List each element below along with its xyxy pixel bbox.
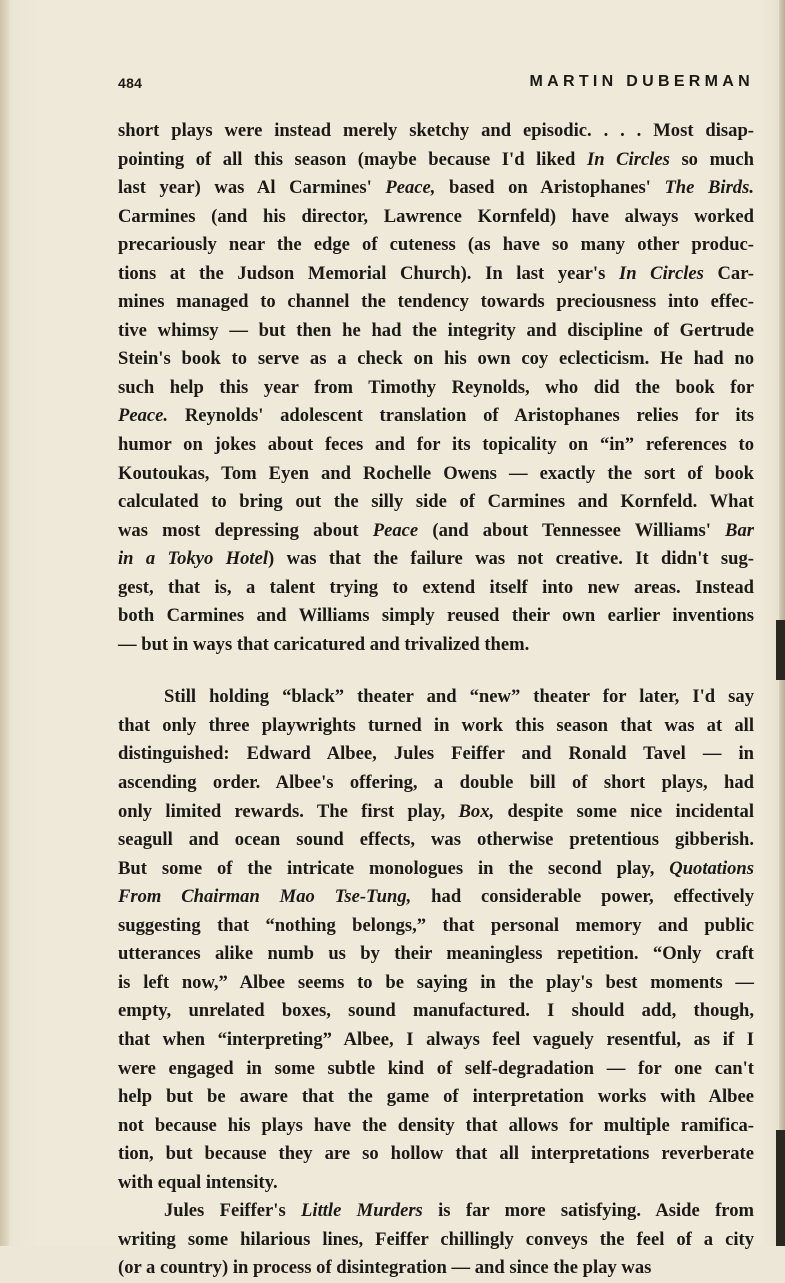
italic-title: Peace xyxy=(372,519,419,541)
text-line: tion, but because they are so hollow that all interpretations reverberate xyxy=(118,1143,754,1165)
text-line: Peace. Reynolds' adolescent translation of Aristophanes relies for its xyxy=(118,405,754,427)
italic-title: From Chairman Mao Tse-Tung, xyxy=(118,886,412,908)
text-line: were engaged in some subtle kind of self-degradation — for one can't xyxy=(118,1057,754,1079)
italic-title: in a Tokyo Hotel xyxy=(118,548,269,570)
page-gutter-shadow xyxy=(0,0,9,1246)
running-head: MARTIN DUBERMAN xyxy=(529,73,754,90)
text-line: short plays were instead merely sketchy and episodic. . . . Most disap- xyxy=(118,120,754,141)
text-line: distinguished: Edward Albee, Jules Feiffer and Ronald Tavel — in xyxy=(118,743,754,765)
paragraph xyxy=(118,683,754,1197)
text-line: pointing of all this season (maybe because I'd liked In Circles so much xyxy=(118,148,754,170)
text-line: suggesting that “nothing belongs,” that personal memory and public xyxy=(118,914,754,936)
text-line: tive whimsy — but then he had the integrity and discipline of Gertrude xyxy=(118,319,754,341)
text-line: mines managed to channel the tendency towards preciousness into effec- xyxy=(118,291,754,313)
text-line: seagull and ocean sound effects, was otherwise pretentious gibberish. xyxy=(118,829,754,851)
italic-title: In Circles xyxy=(586,148,670,170)
text-line: such help this year from Timothy Reynolds, who did the book for xyxy=(118,376,754,398)
page-header xyxy=(118,73,754,97)
text-line: that only three playwrights turned in work this season that was at all xyxy=(118,714,754,736)
body-text xyxy=(118,117,754,1283)
text-line: in a Tokyo Hotel) was that the failure was not creative. It didn't sug- xyxy=(118,548,754,570)
text-line: is left now,” Albee seems to be saying in the play's best moments — xyxy=(118,971,754,993)
text-line: was most depressing about Peace (and about Tennessee Williams' Bar xyxy=(118,519,754,541)
italic-title: Box, xyxy=(458,800,495,822)
paragraph xyxy=(118,1197,754,1283)
italic-title: In Circles xyxy=(618,262,704,284)
text-line: But some of the intricate monologues in the second play, Quotations xyxy=(118,857,754,879)
paragraph-gap xyxy=(118,659,754,683)
text-line: Carmines (and his director, Lawrence Kornfeld) have always worked xyxy=(118,205,754,227)
text-line: humor on jokes about feces and for its topicality on “in” references to xyxy=(118,434,754,456)
text-line: — but in ways that caricatured and trivalized them. xyxy=(118,633,530,655)
paragraph xyxy=(118,117,754,659)
text-line: ascending order. Albee's offering, a double bill of short plays, had xyxy=(118,772,754,794)
page-edge-mark xyxy=(776,620,785,680)
italic-title: Quotations xyxy=(669,857,754,879)
italic-title: Peace, xyxy=(385,177,436,199)
page-number: 484 xyxy=(118,75,143,91)
text-line: From Chairman Mao Tse-Tung, had considerable power, effectively xyxy=(118,886,754,908)
text-line: tions at the Judson Memorial Church). In last year's In Circles Car- xyxy=(118,262,754,284)
text-line: writing some hilarious lines, Feiffer chillingly conveys the feel of a city xyxy=(118,1228,754,1250)
text-line: not because his plays have the density that allows for multiple ramifica- xyxy=(118,1114,754,1136)
text-line: empty, unrelated boxes, sound manufactured. I should add, though, xyxy=(118,1000,754,1022)
text-line: Still holding “black” theater and “new” theater for later, I'd say xyxy=(164,686,754,708)
text-line: Stein's book to serve as a check on his own coy eclecticism. He had no xyxy=(118,348,754,370)
italic-title: The Birds. xyxy=(664,177,754,199)
text-line: help but be aware that the game of interpretation works with Albee xyxy=(118,1086,754,1108)
text-line: precariously near the edge of cuteness (as have so many other produc- xyxy=(118,234,754,256)
italic-title: Bar xyxy=(725,519,754,541)
italic-title: Peace. xyxy=(118,405,169,427)
text-line: calculated to bring out the silly side of Carmines and Kornfeld. What xyxy=(118,491,754,513)
text-line: gest, that is, a talent trying to extend itself into new areas. Instead xyxy=(118,576,754,598)
text-line: Jules Feiffer's Little Murders is far more satisfying. Aside from xyxy=(164,1200,754,1222)
text-line: both Carmines and Williams simply reused their own earlier inventions xyxy=(118,605,754,627)
text-line: (or a country) in process of disintegration — and since the play was xyxy=(118,1257,652,1279)
text-line: that when “interpreting” Albee, I always feel vaguely resentful, as if I xyxy=(118,1028,754,1050)
italic-title: Little Murders xyxy=(301,1200,423,1222)
page-edge-mark xyxy=(776,1130,785,1246)
text-line: only limited rewards. The first play, Box, despite some nice incidental xyxy=(118,800,754,822)
text-line: with equal intensity. xyxy=(118,1171,278,1193)
text-line: Koutoukas, Tom Eyen and Rochelle Owens — exactly the sort of book xyxy=(118,462,754,484)
text-line: last year) was Al Carmines' Peace, based on Aristophanes' The Birds. xyxy=(118,177,754,199)
text-line: utterances alike numb us by their meaningless repetition. “Only craft xyxy=(118,943,754,965)
